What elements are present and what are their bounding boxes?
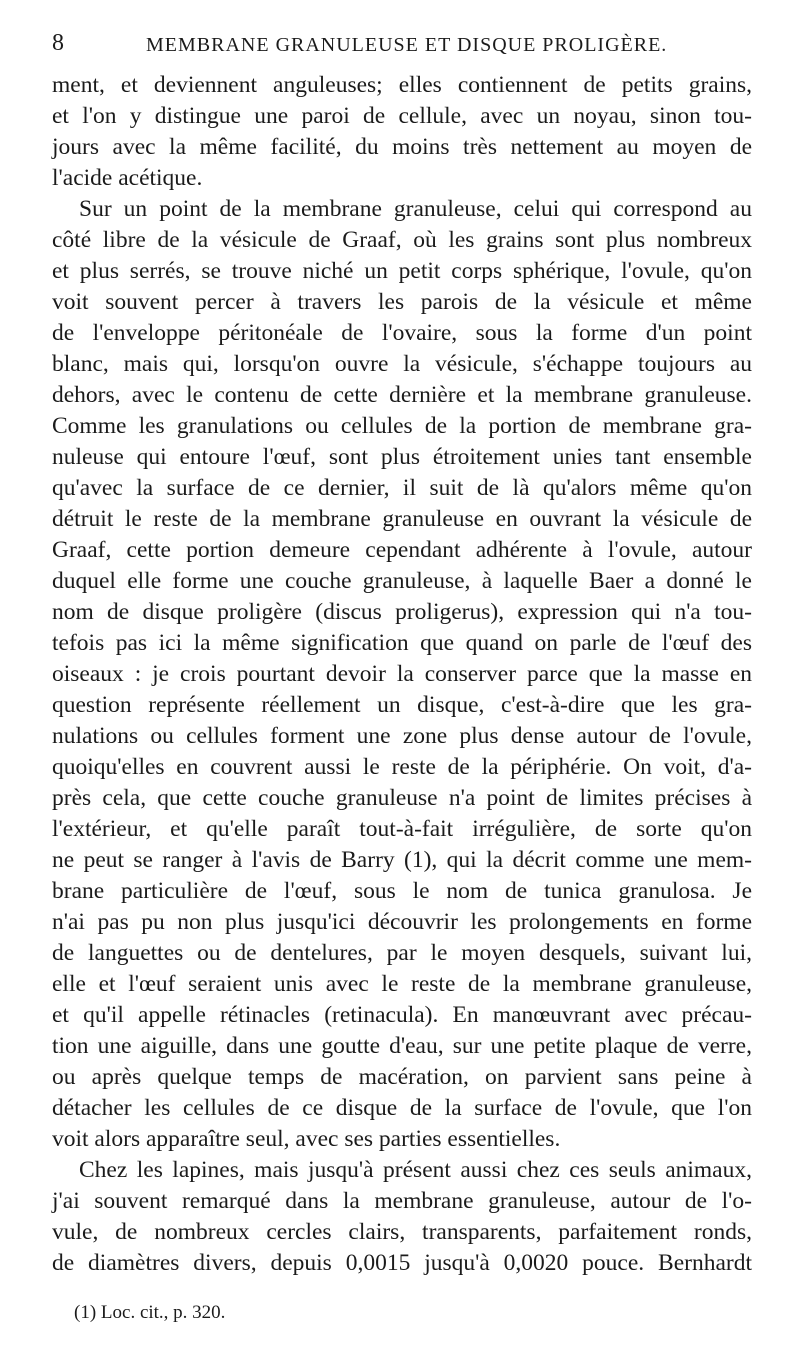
text-line: ou après quelque temps de macération, on parvient sans peine à [52,1064,752,1090]
running-head [52,30,750,64]
paragraph-1 [52,70,752,194]
text-line: tion une aiguille, dans une goutte d'eau, sur une petite plaque de verre, [52,1033,752,1059]
text-line: duquel elle forme une couche granuleuse, à laquelle Baer a donné le [52,568,752,594]
page-number: 8 [52,30,65,56]
text-line: l'extérieur, et qu'elle paraît tout-à-fait irrégulière, de sorte qu'on [52,816,752,842]
text-line: ment, et deviennent anguleuses; elles contiennent de petits grains, [52,72,752,98]
text-line: quoiqu'elles en couvrent aussi le reste de la périphérie. On voit, d'a- [52,754,752,780]
text-line: vule, de nombreux cercles clairs, transparents, parfaitement ronds, [52,1219,752,1245]
text-line: voit souvent percer à travers les parois de la vésicule et même [52,289,752,315]
body-text [52,70,752,1279]
text-line: nuleuse qui entoure l'œuf, sont plus étroitement unies tant ensemble [52,444,752,470]
text-line: n'ai pas pu non plus jusqu'ici découvrir les prolongements en forme [52,909,752,935]
text-line: elle et l'œuf seraient unis avec le reste de la membrane granuleuse, [52,971,752,997]
text-line: blanc, mais qui, lorsqu'on ouvre la vésicule, s'échappe toujours au [52,351,752,377]
footnote: (1) Loc. cit., p. 320. [74,1302,226,1323]
text-line: de languettes ou de dentelures, par le moyen desquels, suivant lui, [52,940,752,966]
text-line: Chez les lapines, mais jusqu'à présent aussi chez ces seuls animaux, [79,1157,752,1183]
text-line: Graaf, cette portion demeure cependant adhérente à l'ovule, autour [52,537,752,563]
text-line: et l'on y distingue une paroi de cellule, avec un noyau, sinon tou- [52,103,752,129]
paragraph-2 [52,194,752,1155]
text-line: oiseaux : je crois pourtant devoir la conserver parce que la masse en [52,661,752,687]
text-line: côté libre de la vésicule de Graaf, où les grains sont plus nombreux [52,227,752,253]
text-line: détacher les cellules de ce disque de la surface de l'ovule, que l'on [52,1095,752,1121]
text-line: j'ai souvent remarqué dans la membrane granuleuse, autour de l'o- [52,1188,752,1214]
text-line: brane particulière de l'œuf, sous le nom de tunica granulosa. Je [52,878,752,904]
text-line: qu'avec la surface de ce dernier, il suit de là qu'alors même qu'on [52,475,752,501]
text-line: de diamètres divers, depuis 0,0015 jusqu'à 0,0020 pouce. Bernhardt [52,1250,752,1276]
text-line: tefois pas ici la même signification que quand on parle de l'œuf des [52,630,752,656]
text-line: nom de disque proligère (discus proligerus), expression qui n'a tou- [52,599,752,625]
paragraph-3 [52,1155,752,1279]
text-line: détruit le reste de la membrane granuleuse en ouvrant la vésicule de [52,506,752,532]
text-line: question représente réellement un disque, c'est-à-dire que les gra- [52,692,752,718]
text-line: ne peut se ranger à l'avis de Barry (1), qui la décrit comme une mem- [52,847,752,873]
text-line: voit alors apparaître seul, avec ses parties essentielles. [52,1126,561,1152]
text-line: près cela, que cette couche granuleuse n'a point de limites précises à [52,785,752,811]
text-line: Sur un point de la membrane granuleuse, celui qui correspond au [79,196,752,222]
text-line: Comme les granulations ou cellules de la portion de membrane gra- [52,413,752,439]
text-line: de l'enveloppe péritonéale de l'ovaire, sous la forme d'un point [52,320,752,346]
text-line: jours avec la même facilité, du moins très nettement au moyen de [52,134,752,160]
text-line: et qu'il appelle rétinacles (retinacula). En manœuvrant avec précau- [52,1002,752,1028]
text-line: et plus serrés, se trouve niché un petit corps sphérique, l'ovule, qu'on [52,258,752,284]
text-line: nulations ou cellules forment une zone plus dense autour de l'ovule, [52,723,752,749]
text-line: l'acide acétique. [52,165,203,191]
running-title: MEMBRANE GRANULEUSE ET DISQUE PROLIGÈRE. [146,34,668,56]
text-line: dehors, avec le contenu de cette dernière et la membrane granuleuse. [52,382,752,408]
